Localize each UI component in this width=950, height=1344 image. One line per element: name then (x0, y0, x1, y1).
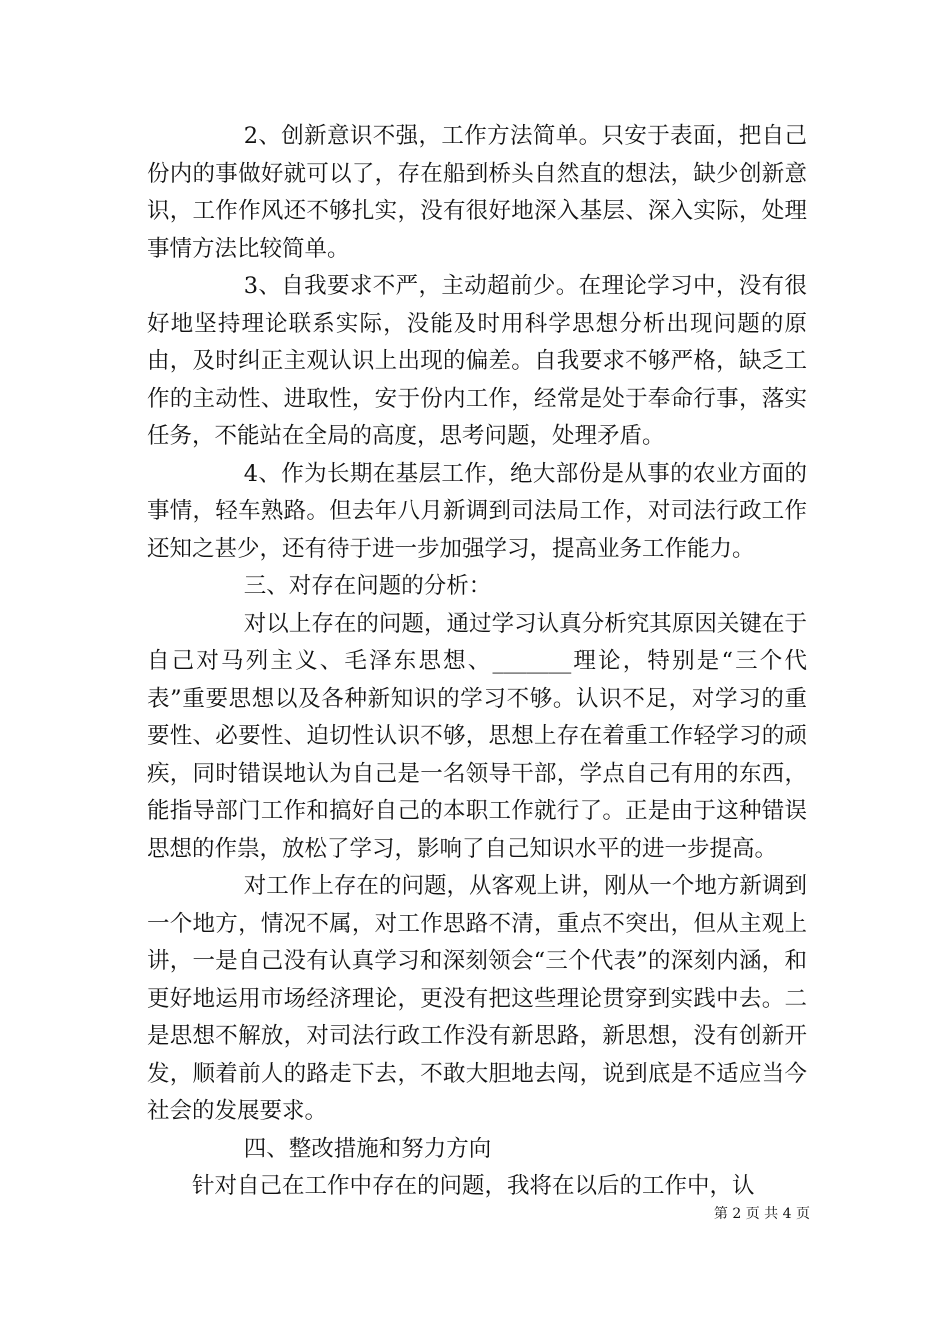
section-heading-rectification: 四、整改措施和努力方向 (243, 1135, 492, 1162)
paragraph-rectification-intro: 针对自己在工作中存在的问题，我将在以后的工作中，认 (192, 1173, 755, 1199)
paragraph-point-4: 4、作为长期在基层工作，绝大部份是从事的农业方面的事情，轻车熟路。但去年八月新调到司法局工作，对司法行政工作还知之甚少，还有待于进一步加强学习，提高业务工作能力。 (147, 460, 807, 562)
page-number: 第 2 页 共 4 页 (713, 1206, 810, 1222)
paragraph-analysis-work: 对工作上存在的问题，从客观上讲，刚从一个地方新调到一个地方，情况不属，对工作思路不清，重点不突出，但从主观上讲，一是自己没有认真学习和深刻领会“三个代表”的深刻内涵，和更好地运用市场经济理论，更没有把这些理论贯穿到实践中去。二是思想不解放，对司法行政工作没有新思路，新思想，没有创新开发，顺着前人的路走下去，不敢大胆地去闯，说到底是不适应当今社会的发展要求。 (147, 873, 807, 1124)
section-heading-analysis: 三、对存在问题的分析： (243, 573, 492, 599)
paragraph-point-3: 3、自我要求不严，主动超前少。在理论学习中，没有很好地坚持理论联系实际，没能及时用科学思想分析出现问题的原由，及时纠正主观认识上出现的偏差。自我要求不够严格，缺乏工作的主动性、进取性，安于份内工作，经常是处于奉命行事，落实任务，不能站在全局的高度，思考问题，处理矛盾。 (147, 273, 807, 449)
paragraph-analysis-study: 对以上存在的问题，通过学习认真分析究其原因关键在于自己对马列主义、毛泽东思想、_______理论，特别是“三个代表”重要思想以及各种新知识的学习不够。认识不足，对学习的重要性、必要性、迫切性认识不够，思想上存在着重工作轻学习的顽疾，同时错误地认为自己是一名领导干部，学点自己有用的东西，能指导部门工作和搞好自己的本职工作就行了。正是由于这种错误思想的作祟，放松了学习，影响了自己知识水平的进一步提高。 (147, 610, 807, 862)
paragraph-point-2: 2、创新意识不强，工作方法简单。只安于表面，把自己份内的事做好就可以了，存在船到桥头自然直的想法，缺少创新意识，工作作风还不够扎实，没有很好地深入基层、深入实际，处理事情方法比较简单。 (147, 123, 807, 262)
document-body (147, 118, 807, 1206)
